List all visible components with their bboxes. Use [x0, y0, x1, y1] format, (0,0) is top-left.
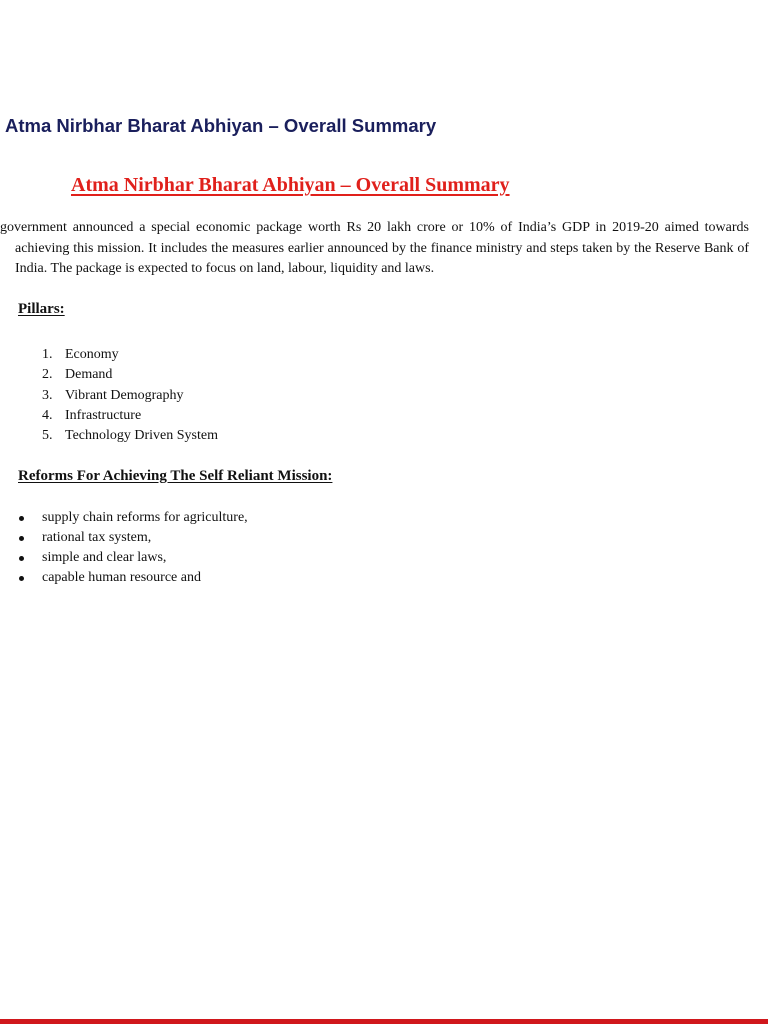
- footer-divider: [0, 1019, 768, 1024]
- list-number: 3.: [42, 387, 53, 403]
- bullet-icon: [19, 536, 24, 541]
- list-item-label: simple and clear laws,: [42, 550, 167, 565]
- bullet-icon: [19, 516, 24, 521]
- pillars-heading: Pillars:: [18, 301, 65, 317]
- list-number: 1.: [42, 347, 53, 362]
- list-number: 2.: [42, 367, 53, 383]
- page-header-title: Atma Nirbhar Bharat Abhiyan – Overall Summary: [5, 115, 437, 136]
- intro-paragraph: government announced a special economic package worth Rs 20 lakh crore or 10% of India’s GDP in 2019-20 aimed towards achieving this mission. It includes the measures earlier announced by the finance ministry and steps taken by the Reserve Bank of India. The package is expected to focus on land, labour, liquidity and laws.: [0, 220, 749, 276]
- list-item-label: Economy: [65, 347, 119, 362]
- list-item-label: Vibrant Demography: [65, 387, 184, 403]
- list-item-label: rational tax system,: [42, 530, 152, 545]
- list-item-label: Infrastructure: [65, 407, 142, 423]
- list-number: 4.: [42, 407, 53, 423]
- reforms-heading: Reforms For Achieving The Self Reliant Mission:: [18, 468, 333, 484]
- list-number: 5.: [42, 428, 53, 444]
- intro-block: [0, 218, 749, 280]
- bullet-icon: [19, 576, 24, 581]
- bullet-icon: [19, 556, 24, 561]
- list-item-label: capable human resource and: [42, 570, 201, 585]
- list-item-label: supply chain reforms for agriculture,: [42, 510, 248, 525]
- list-item-label: Technology Driven System: [65, 428, 218, 444]
- list-item-label: Demand: [65, 367, 113, 383]
- document-title: Atma Nirbhar Bharat Abhiyan – Overall Summary: [71, 174, 510, 196]
